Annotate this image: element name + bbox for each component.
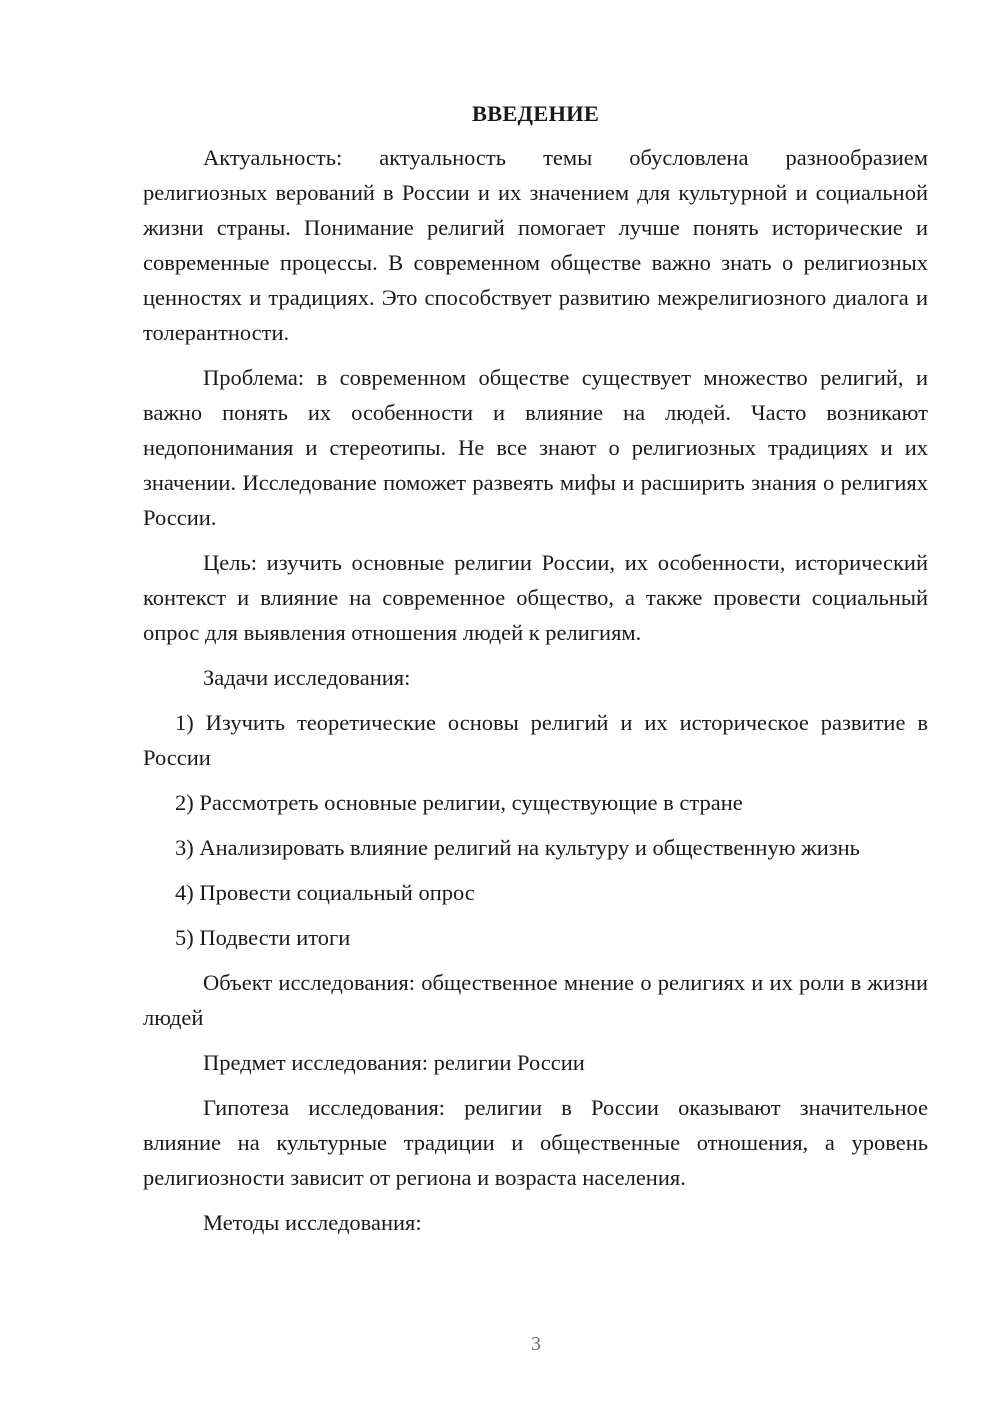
subject-paragraph: Предмет исследования: религии России — [203, 1050, 585, 1075]
task-item-4: 4) Провести социальный опрос — [175, 880, 475, 905]
hypothesis-paragraph: Гипотеза исследования: религии в России оказывают значительное влияние на культурные традиции и общественные отношения, а уровень религиозности зависит от региона и возраста населения. — [143, 1095, 928, 1190]
task-item-1: 1) Изучить теоретические основы религий и их историческое развитие в России — [143, 710, 928, 770]
task-item-5: 5) Подвести итоги — [175, 925, 351, 950]
page-content — [143, 96, 928, 1250]
task-item-3: 3) Анализировать влияние религий на культуру и общественную жизнь — [175, 835, 860, 860]
object-paragraph: Объект исследования: общественное мнение о религиях и их роли в жизни людей — [143, 970, 928, 1030]
goal-paragraph: Цель: изучить основные религии России, их особенности, исторический контекст и влияние на современное общество, а также провести социальный опрос для выявления отношения людей к религиям. — [143, 550, 928, 645]
page-number: 3 — [531, 1333, 541, 1355]
methods-title: Методы исследования: — [203, 1210, 422, 1235]
relevance-paragraph: Актуальность: актуальность темы обусловлена разнообразием религиозных верований в России и их значением для культурной и социальной жизни страны. Понимание религий помогает лучше понять исторические и современные процессы. В современном обществе важно знать о религиозных ценностях и традициях. Это способствует развитию межрелигиозного диалога и толерантности. — [143, 145, 928, 345]
task-item-2: 2) Рассмотреть основные религии, существующие в стране — [175, 790, 743, 815]
section-heading: ВВЕДЕНИЕ — [471, 101, 600, 126]
problem-paragraph: Проблема: в современном обществе существует множество религий, и важно понять их особенности и влияние на людей. Часто возникают недопонимания и стереотипы. Не все знают о религиозных традициях и их значении. Исследование поможет развеять мифы и расширить знания о религиях России. — [143, 365, 928, 530]
tasks-title: Задачи исследования: — [203, 665, 411, 690]
